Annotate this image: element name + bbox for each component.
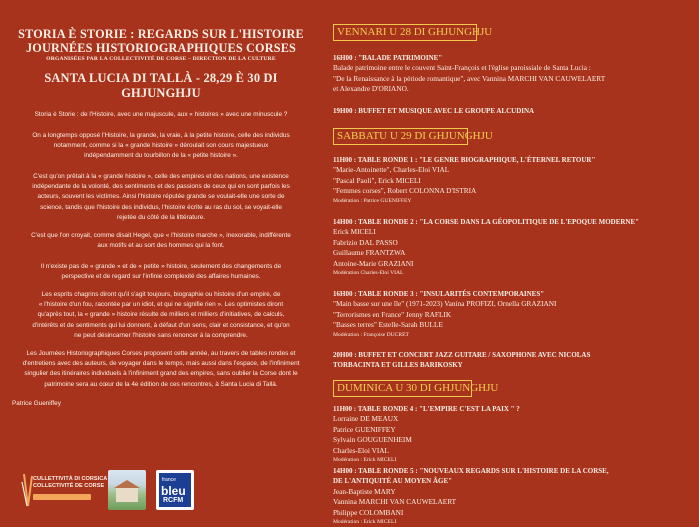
intro-paragraph-1 — [8, 110, 314, 120]
program-item-line: "Main basse sur une île" (1971-2023) Vanina PROFIZI, Ornella GRAZIANI — [333, 299, 557, 309]
program-item — [333, 53, 693, 95]
program-item-line: Charles-Eloi VIAL — [333, 445, 389, 455]
program-item-line: Patrice GUENIFFEY — [333, 424, 396, 434]
paragraph-line: C'est qu'on prêtait à la « grande histoire », celle des empires et des nations, une existence — [33, 173, 289, 180]
program-item-line: Jean-Baptiste MARY — [333, 486, 396, 496]
program-item-heading: 14H00 : TABLE RONDE 2 : "LA CORSE DANS LA GÉOPOLITIQUE DE L'EPOQUE MODERNE" — [333, 218, 640, 226]
intro-paragraph-3 — [8, 172, 314, 223]
program-item-heading: 16H00 : TABLE RONDE 3 : "INSULARITÉS CONTEMPORAINES" — [333, 290, 545, 298]
paragraph-line: rejetée du côté de la littérature. — [116, 213, 206, 221]
program-item-line: Guillaume FRANTZWA — [333, 248, 406, 258]
program-item-heading: 19H00 : BUFFET ET MUSIQUE AVEC LE GROUPE ALCUDINA — [333, 107, 535, 115]
program-item-line: "Pascal Paoli", Erick MICELI — [333, 175, 421, 185]
paragraph-line: aux motifs et au sort des hommes qui la font. — [97, 242, 225, 250]
program-item-line: Erick MICELI — [333, 227, 376, 237]
event-title: STORIA È STORIE : REGARDS SUR L'HISTOIRE — [18, 27, 304, 41]
paragraph-line: « l'histoire d'un fou, racontée par un idiot, et qui ne signifie rien ». Les optimistes diront — [38, 301, 284, 309]
day-heading-friday: VENNARI U 28 DI GHJUNGHJU — [333, 24, 477, 41]
program-item-line: "Marie-Antoinette", Charles-Eloi VIAL — [333, 165, 450, 175]
program-item-heading: 14H00 : TABLE RONDE 5 : "NOUVEAUX REGARDS SUR L'HISTOIRE DE LA CORSE, — [333, 467, 609, 475]
paragraph-line: On a longtemps opposé l'Histoire, la grande, la vraie, à la petite histoire, celle des individus — [32, 132, 290, 139]
organizer-line: ORGANISÉES PAR LA COLLECTIVITÉ DE CORSE – DIRECTION DE LA CULTURE — [46, 56, 276, 62]
program-item — [333, 106, 693, 116]
program-item-line: et Alexandre D'ORIANO. — [333, 84, 409, 94]
program-item-heading: 11H00 : TABLE RONDE 1 : "LE GENRE BIOGRAPHIQUE, L'ÉTERNEL RETOUR" — [333, 156, 596, 164]
intro-paragraph-6 — [8, 290, 314, 341]
program-item — [333, 350, 693, 371]
program-item-heading: 20H00 : BUFFET ET CONCERT JAZZ GUITARE / SAXOPHONE AVEC NICOLAS — [333, 351, 591, 359]
intro-paragraph-4 — [8, 231, 314, 251]
program-item-moderation: Modération : Patrice GUENIFFEY — [333, 197, 412, 204]
building-icon — [116, 488, 138, 502]
program-item-line: "De la Renaissance à la période romantique", avec Vannina MARCHI VAN CAUWELAERT — [333, 73, 606, 83]
program-item-line: Sylvain GOUGUENHEIM — [333, 435, 412, 445]
program-item-moderation: Modération : Erick MICELI — [333, 457, 397, 464]
program-item-moderation: Modération : Erick MICELI — [333, 519, 397, 526]
cdc-logo-text: CULLETTIVITÀ DI CORSICA — [33, 476, 108, 482]
paragraph-line: singulier des itinéraires individuels à l'infiniment grand des empires, sans oublier la Corse dont le — [24, 370, 298, 378]
event-subtitle: JOURNÉES HISTORIOGRAPHIQUES CORSES — [25, 41, 297, 55]
paragraph-line: d'intérêts et de sentiments qui lui donnent, à défaut d'un sens, clair et consistance, et qu'on — [32, 321, 290, 329]
program-item-heading: TORBACINTA ET GILLES BARIKOSKY — [333, 361, 463, 370]
paragraph-line: qu'après tout, la « grande » histoire résulte de milliers et milliers d'initiatives, de calculs, — [37, 311, 285, 319]
program-item-line: Lorraine DE MEAUX — [333, 414, 399, 424]
day-heading-saturday: SABBATU U 29 DI GHJUNGHJU — [333, 128, 468, 145]
paragraph-line: notamment, comme si la « grande histoire » déroulait son cours majestueux — [53, 142, 269, 150]
building-roof — [114, 480, 140, 488]
program-item — [333, 155, 693, 206]
paragraph-line: d'entretiens avec des auteurs, de voyager dans le temps, mais aussi dans l'espace, de l'infiniment — [22, 360, 300, 368]
program-item-heading: 16H00 : "BALADE PATRIMOINE" — [333, 54, 443, 62]
program-item — [333, 404, 693, 465]
program-item-moderation: Modération : Françoise DUCRET — [333, 331, 409, 338]
program-item-line: "Terrorismes en France" Jenny RAFLIK — [333, 309, 452, 319]
collectivite-de-corse-logo — [20, 472, 108, 508]
santa-lucia-logo — [108, 470, 146, 510]
paragraph-line: C'est que l'on croyait, comme disait Hegel, que « l'histoire marche », inexorable, indifférente — [31, 232, 291, 239]
program-item-line: Fabrizio DAL PASSO — [333, 237, 398, 247]
intro-paragraph-5 — [8, 262, 314, 282]
paragraph-line: Les esprits chagrins diront qu'il s'agit toujours, biographie ou histoire d'un empire, de — [41, 291, 281, 298]
rcfm-text: RCFM — [163, 497, 184, 504]
paragraph-line: perspective et de regard sur l'infinie complexité des affaires humaines. — [61, 273, 261, 281]
program-item — [333, 466, 693, 527]
partner-logos — [20, 468, 200, 516]
paragraph-line: ne peut désincarner l'histoire sans renoncer à la comprendre. — [74, 331, 248, 339]
program-item-line: "Femmes corses", Robert COLONNA D'ISTRIA — [333, 186, 477, 196]
program-item-line: Philippe COLOMBANI — [333, 507, 404, 517]
paragraph-line: science, tandis que l'histoire des individus, l'histoire écrite au ras du sol, se voyait-elle — [40, 203, 282, 211]
intro-paragraph-2 — [8, 131, 314, 162]
program-item-line: Balade patrimoine entre le couvent Saint-François et l'église paroissiale de Santa Lucia : — [333, 63, 591, 73]
france-bleu-badge — [159, 473, 191, 507]
intro-paragraph-7 — [8, 349, 314, 390]
paragraph-line: Les Journées Historiographiques Corses proposent cette année, au travers de tables rondes et — [26, 350, 296, 357]
france-bleu-text: france — [162, 477, 176, 483]
program-item — [333, 217, 693, 278]
program-item-line: "Basses terres" Estelle-Sarah BULLE — [333, 320, 443, 330]
program-item-moderation: Modération Charles-Eloi VIAL — [333, 270, 404, 277]
cdc-logo-bar — [33, 494, 91, 500]
paragraph-line: indépendante de la volonté, des sentiments et des passions de ceux qui en sont parfois les — [32, 183, 290, 191]
paragraph-line: patrimoine sera au cœur de la 4e édition de ces rencontres, à Santa Lucia di Tallà. — [44, 380, 278, 388]
program-column — [333, 0, 693, 525]
place-dates: SANTA LUCIA DI TALLÀ - 28,29 È 30 DI GHJUNGHJU — [44, 71, 278, 100]
day-heading-sunday: DUMINICA U 30 DI GHJUNGHJU — [333, 380, 472, 397]
program-item-heading: DE L'ANTIQUITÉ AU MOYEN ÂGE" — [333, 477, 453, 486]
paragraph-line: Il n'existe pas de « grande » et de « petite » histoire, seulement des changements de — [40, 263, 282, 270]
paragraph-line: indépendamment du tourbillon de la « petite histoire ». — [84, 152, 238, 160]
program-item-line: Antoine-Marie GRAZIANI — [333, 258, 414, 268]
program-item — [333, 289, 693, 340]
program-item-line: Vannina MARCHI VAN CAUWELAERT — [333, 497, 457, 507]
program-item-heading: 11H00 : TABLE RONDE 4 : "L'EMPIRE C'EST LA PAIX " ? — [333, 405, 520, 413]
france-bleu-rcfm-logo — [156, 470, 194, 510]
author-signature: Patrice Gueniffey — [12, 400, 61, 407]
paragraph-line: Storia è Storie : de l'Histoire, avec une majuscule, aux « histoires » avec une minuscule ? — [34, 111, 288, 118]
cdc-logo-text: COLLECTIVITÉ DE CORSE — [33, 483, 105, 489]
left-column — [8, 0, 314, 525]
paragraph-line: acteurs, souvent les victimes. Ainsi l'histoire réputée grande se voulait-elle une sorte de — [37, 193, 285, 201]
france-bleu-text: bleu — [161, 484, 186, 498]
